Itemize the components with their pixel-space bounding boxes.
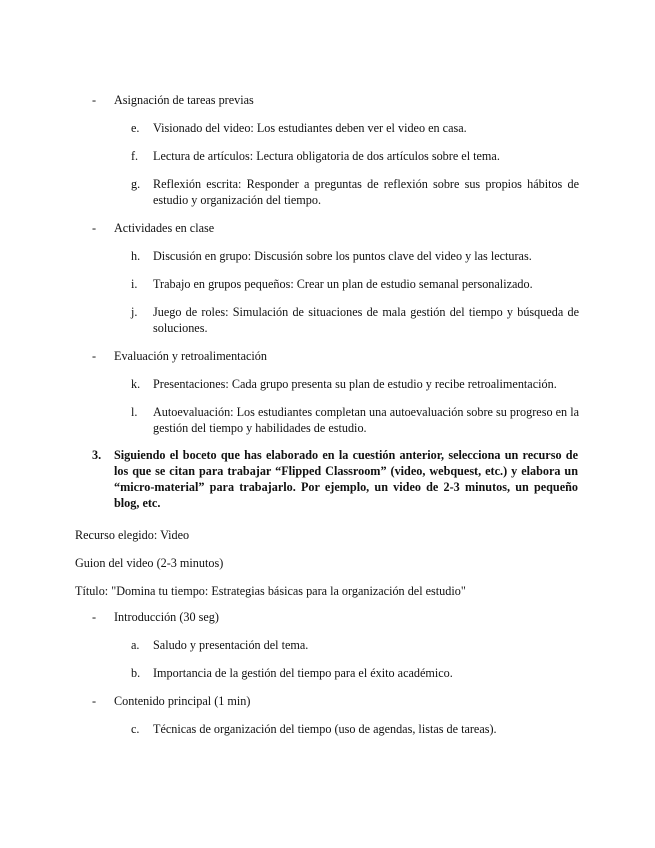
bullet-dash: -: [92, 349, 97, 363]
question-number: 3.: [92, 448, 102, 462]
bullet-dash: -: [92, 610, 97, 624]
item-text: Reflexión escrita: Responder a preguntas de reflexión sobre sus propios hábitos de estudio y organización del tiempo.: [153, 177, 579, 207]
item-marker: j.: [131, 305, 138, 319]
item-text: Visionado del video: Los estudiantes deben ver el video en casa.: [153, 121, 467, 135]
item-text: Discusión en grupo: Discusión sobre los puntos clave del video y las lecturas.: [153, 249, 532, 263]
item-text: Saludo y presentación del tema.: [153, 638, 309, 652]
section-label: Evaluación y retroalimentación: [114, 349, 267, 363]
item-marker: a.: [131, 638, 140, 652]
video-title-line: Título: "Domina tu tiempo: Estrategias básicas para la organización del estudio": [75, 584, 466, 598]
bullet-dash: -: [92, 93, 97, 107]
question-text: Siguiendo el boceto que has elaborado en la cuestión anterior, selecciona un recurso de los que se citan para trabajar “Flipped Classroom” (video, webquest, etc.) y elabora un “micro-material” para trabajarlo. Por ejemplo, un video de 2-3 minutos, un pequeño blog, etc.: [114, 448, 578, 510]
item-marker: c.: [131, 722, 140, 736]
item-marker: l.: [131, 405, 138, 419]
section-label: Asignación de tareas previas: [114, 93, 254, 107]
item-marker: h.: [131, 249, 141, 263]
script-heading: Guion del video (2-3 minutos): [75, 556, 224, 570]
item-marker: e.: [131, 121, 140, 135]
item-text: Presentaciones: Cada grupo presenta su plan de estudio y recibe retroalimentación.: [153, 377, 557, 391]
item-text: Trabajo en grupos pequeños: Crear un plan de estudio semanal personalizado.: [153, 277, 533, 291]
section-label: Introducción (30 seg): [114, 610, 219, 624]
item-text: Técnicas de organización del tiempo (uso de agendas, listas de tareas).: [153, 722, 497, 736]
bullet-dash: -: [92, 221, 97, 235]
item-marker: k.: [131, 377, 141, 391]
section-label: Actividades en clase: [114, 221, 215, 235]
item-text: Juego de roles: Simulación de situaciones de mala gestión del tiempo y búsqueda de soluciones.: [153, 305, 579, 335]
item-marker: f.: [131, 149, 139, 163]
item-text: Autoevaluación: Los estudiantes completan una autoevaluación sobre su progreso en la gestión del tiempo y habilidades de estudio.: [153, 405, 579, 435]
item-marker: g.: [131, 177, 141, 191]
resource-line: Recurso elegido: Video: [75, 528, 190, 542]
item-marker: i.: [131, 277, 138, 291]
item-marker: b.: [131, 666, 141, 680]
bullet-dash: -: [92, 694, 97, 708]
item-text: Lectura de artículos: Lectura obligatoria de dos artículos sobre el tema.: [153, 149, 500, 163]
section-label: Contenido principal (1 min): [114, 694, 251, 708]
item-text: Importancia de la gestión del tiempo para el éxito académico.: [153, 666, 453, 680]
